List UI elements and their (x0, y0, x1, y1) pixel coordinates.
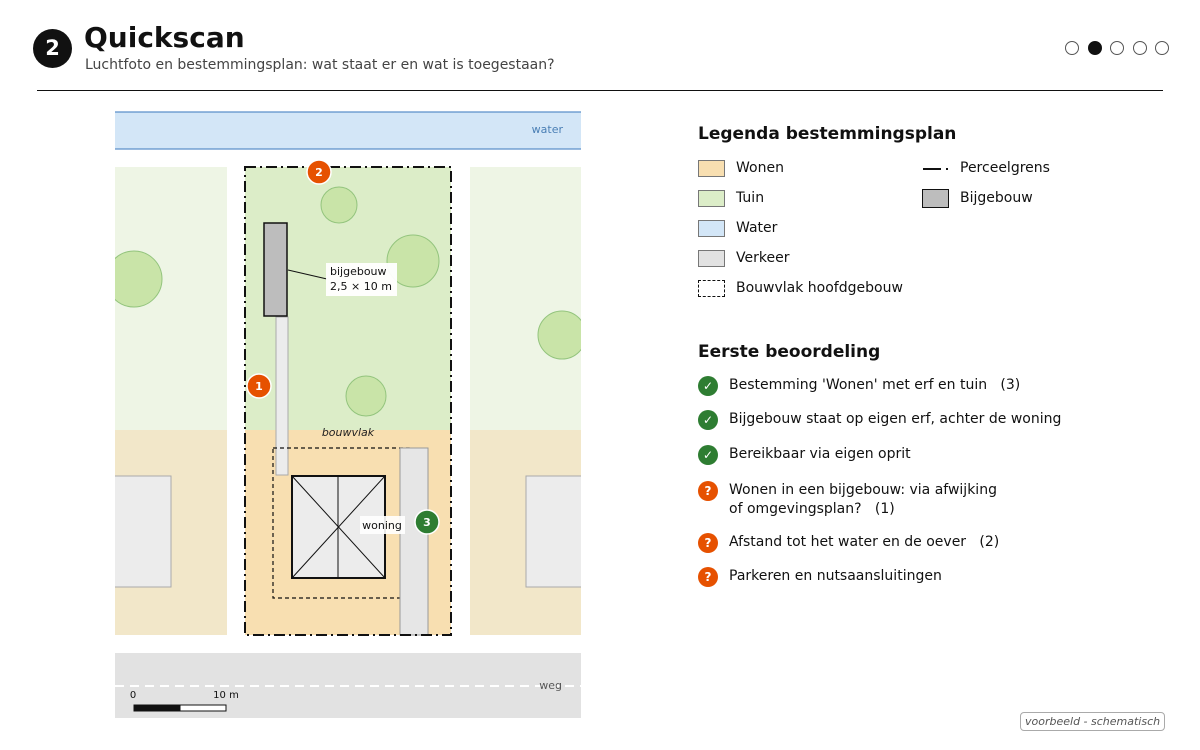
marker-2-label: 2 (315, 166, 323, 179)
assessment-text (729, 481, 997, 519)
garden-path (276, 317, 288, 475)
annex-label-line1: bijgebouw (330, 265, 387, 278)
legend-label: Wonen (736, 160, 784, 176)
legend-item-perceelgrens (922, 158, 1050, 178)
neighbour-left-tree (106, 251, 162, 307)
legend-swatch-bouwvlak (698, 280, 725, 297)
question-icon: ? (698, 533, 718, 553)
assessment-item (698, 567, 942, 587)
assessment-text: Bijgebouw staat op eigen erf, achter de woning (729, 411, 1062, 427)
legend-swatch-verkeer (698, 250, 725, 267)
legend-swatch-tuin (698, 190, 725, 207)
assessment-title: Eerste beoordeling (698, 342, 881, 362)
check-icon: ✓ (698, 376, 718, 396)
check-icon: ✓ (698, 445, 718, 465)
water-label: water (531, 123, 563, 136)
water-area (115, 112, 581, 149)
progress-dot-2-active[interactable] (1088, 41, 1102, 55)
marker-1[interactable] (247, 374, 271, 398)
assessment-item (698, 376, 1020, 396)
schematic-disclaimer (1020, 712, 1165, 731)
driveway (400, 448, 428, 635)
legend-label: Bijgebouw (960, 190, 1033, 206)
marker-2[interactable] (307, 160, 331, 184)
progress-dot-3[interactable] (1110, 41, 1124, 55)
assessment-item (698, 533, 999, 553)
assessment-item (698, 410, 1061, 430)
assessment-text: Parkeren en nutsaansluitingen (729, 568, 942, 584)
footnote-bold: voorbeeld (1025, 715, 1081, 728)
tree (321, 187, 357, 223)
legend-label: Perceelgrens (960, 160, 1050, 176)
question-icon: ? (698, 481, 718, 501)
legend-swatch-water (698, 220, 725, 237)
legend-item-water (698, 218, 777, 238)
scale-bar-light (180, 705, 226, 711)
legend-swatch-bijgebouw (922, 189, 949, 208)
progress-dot-4[interactable] (1133, 41, 1147, 55)
marker-3[interactable] (415, 510, 439, 534)
neighbour-right-house (526, 476, 596, 587)
legend-label: Verkeer (736, 250, 790, 266)
assessment-text: Afstand tot het water en de oever (2) (729, 534, 1000, 550)
neighbour-left-house (100, 476, 171, 587)
annex-label-line2: 2,5 × 10 m (330, 280, 392, 293)
footnote-rest: - schematisch (1080, 715, 1161, 728)
legend-title: Legenda bestemmingsplan (698, 124, 957, 144)
legend-label: Bouwvlak hoofdgebouw (736, 280, 903, 296)
progress-dot-1[interactable] (1065, 41, 1079, 55)
page-title: Quickscan (84, 21, 245, 54)
legend-label: Tuin (736, 190, 765, 206)
step-number-badge: 2 (33, 29, 72, 68)
check-icon: ✓ (698, 410, 718, 430)
legend-item-bijgebouw (922, 188, 1033, 208)
legend-swatch-wonen (698, 160, 725, 177)
bouwvlak-label: bouwvlak (321, 426, 375, 439)
legend-item-tuin (698, 188, 764, 208)
scale-start-label: 0 (129, 690, 137, 701)
scale-end-label: 10 m (213, 690, 239, 701)
legend-item-wonen (698, 158, 784, 178)
marker-1-label: 1 (255, 380, 263, 393)
page-subtitle: Luchtfoto en bestemmingsplan: wat staat er en wat is toegestaan? (85, 57, 555, 73)
annex-building (264, 223, 287, 316)
marker-3-label: 3 (423, 516, 431, 529)
legend-label: Water (736, 220, 778, 236)
legend-item-bouwvlak (698, 278, 903, 298)
assessment-item (698, 481, 997, 519)
step-progress-indicator (1065, 41, 1169, 55)
neighbour-right-tree (538, 311, 586, 359)
assessment-text: Bereikbaar via eigen oprit (729, 446, 911, 462)
assessment-item (698, 445, 911, 465)
scale-bar-dark (134, 705, 180, 711)
legend-swatch-perceelgrens (922, 160, 949, 177)
legend-item-verkeer (698, 248, 789, 268)
assessment-text: Bestemming 'Wonen' met erf en tuin (3) (729, 377, 1021, 393)
neighbour-right-garden (470, 167, 590, 430)
tree (346, 376, 386, 416)
house-label: woning (362, 519, 402, 532)
assessment-text-line1: Wonen in een bijgebouw: via afwijking (729, 482, 997, 498)
question-icon: ? (698, 567, 718, 587)
road-label: weg (539, 679, 562, 692)
assessment-text-line2: of omgevingsplan? (1) (729, 501, 895, 517)
progress-dot-5[interactable] (1155, 41, 1169, 55)
